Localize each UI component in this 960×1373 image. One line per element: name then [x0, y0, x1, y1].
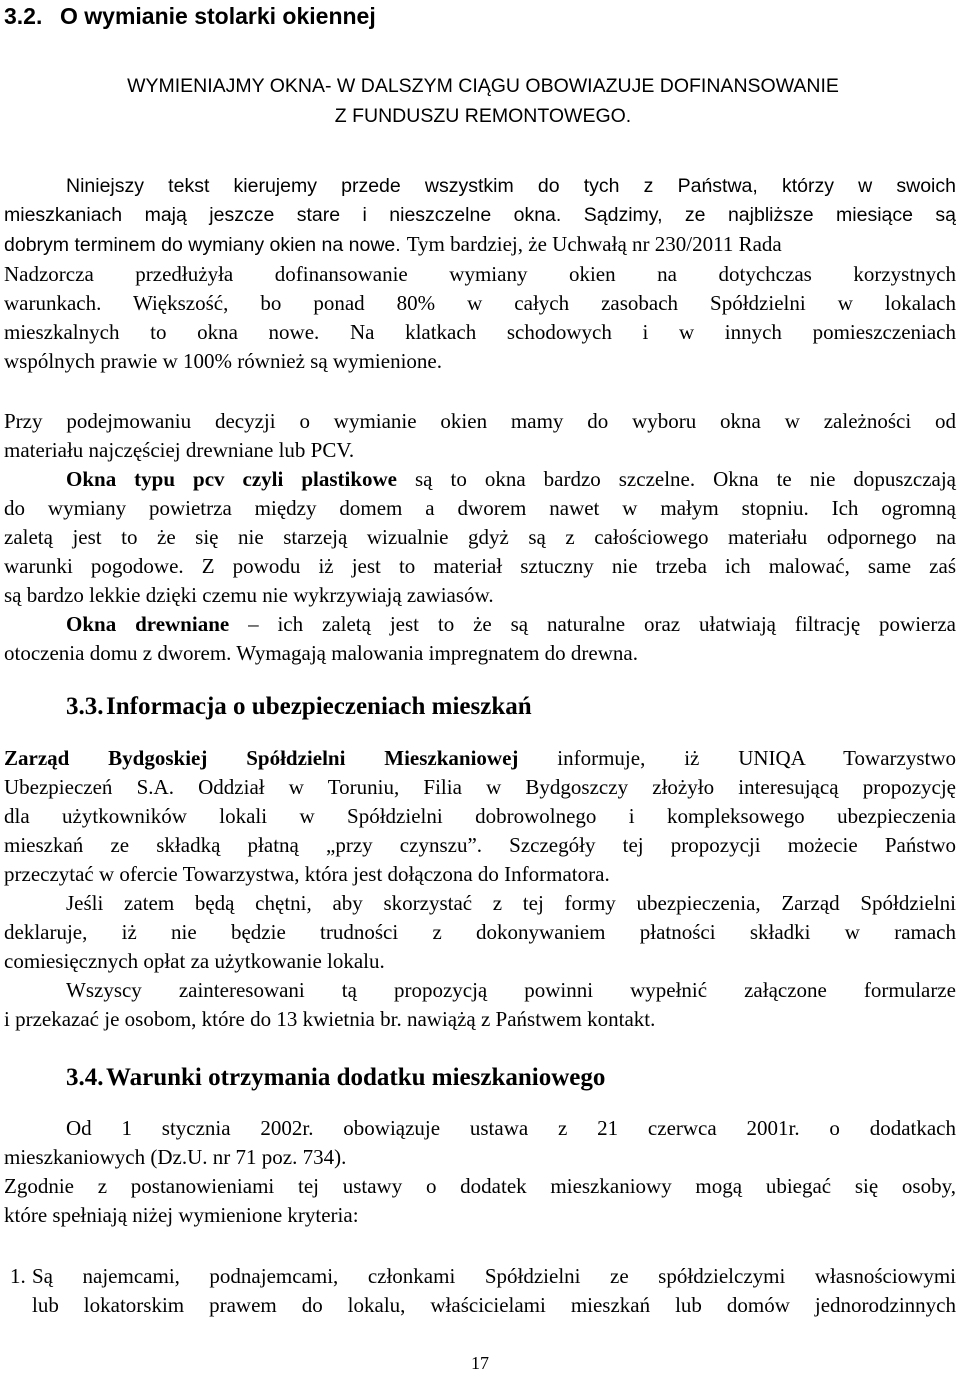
section-heading-3-2 — [4, 2, 376, 30]
paragraph — [4, 1114, 956, 1230]
section-number: 3.3. — [66, 693, 104, 720]
bold-phrase: Okna typu pcv czyli plastikowe — [66, 467, 398, 491]
text-line: Od 1 stycznia 2002r. obowiązuje ustawa z 21 czerwca 2001r. o dodatkach — [66, 1116, 956, 1140]
bold-phrase: Okna drewniane — [66, 612, 230, 636]
caps-line: WYMIENIAJMY OKNA- W DALSZYM CIĄGU OBOWIAZUJE DOFINANSOWANIE — [127, 75, 839, 97]
page-number: 17 — [471, 1353, 489, 1373]
text-line: zaletą jest to że się nie starzeją wizualnie gdyż są z całościowego materiału odpornego na — [4, 525, 956, 549]
section-number: 3.4. — [66, 1064, 104, 1091]
text-line: dla użytkowników lokali w Spółdzielni dobrowolnego i kompleksowego ubezpieczenia — [4, 804, 956, 828]
text-line: Ubezpieczeń S.A. Oddział w Toruniu, Filia w Bydgoszczy złożyło interesującą propozycję — [4, 775, 956, 799]
text-line: Niniejszy tekst kierujemy przede wszystkim do tych z Państwa, którzy w swoich — [66, 175, 956, 197]
paragraph — [4, 744, 956, 1034]
text-line: i przekazać je osobom, które do 13 kwietnia br. nawiążą z Państwem kontakt. — [4, 1007, 656, 1031]
section-heading-3-4 — [66, 1063, 605, 1093]
section-heading-3-3 — [66, 692, 532, 722]
text-line: Jeśli zatem będą chętni, aby skorzystać z tej formy ubezpieczenia, Zarząd Spółdzielni — [66, 891, 956, 915]
text-line: wspólnych prawie w 100% również są wymienione. — [4, 349, 442, 373]
section-title: Warunki otrzymania dodatku mieszkaniowego — [106, 1064, 606, 1091]
text-line: deklaruje, iż nie będzie trudności z dokonywaniem płatności składki w ramach — [4, 920, 956, 944]
text-line: warunki pogodowe. Z powodu iż jest to materiał sztuczny nie trzeba ich malować, same zaś — [4, 554, 956, 578]
text-line: Przy podejmowaniu decyzji o wymianie okien mamy do wyboru okna w zależności od — [4, 409, 956, 433]
text-line: warunkach. Większość, bo ponad 80% w całych zasobach Spółdzielni w lokalach — [4, 291, 956, 315]
list-item: 1. Są najemcami, podnajemcami, członkami Spółdzielni ze spółdzielczymi własnościowymi — [10, 1262, 956, 1291]
text-line: Okna typu pcv czyli plastikowe są to okna bardzo szczelne. Okna te nie dopuszczają — [66, 467, 956, 491]
text-line: mieszkań ze składką płatną „przy czynszu”. Szczegóły tej propozycji możecie Państwo — [4, 833, 956, 857]
caps-line: Z FUNDUSZU REMONTOWEGO. — [334, 105, 632, 127]
list-marker: 1. — [10, 1264, 26, 1288]
text-line: Nadzorcza przedłużyła dofinansowanie wymiany okien na dotychczas korzystnych — [4, 262, 956, 286]
text-line: mieszkalnych to okna nowe. Na klatkach schodowych i w innych pomieszczeniach — [4, 320, 956, 344]
section-number: 3.2. — [4, 3, 43, 29]
text-line: dobrym terminem do wymiany okien na nowe. — [4, 234, 401, 256]
criteria-list — [10, 1262, 956, 1320]
text-line: mieszkaniach mają jeszcze stare i nieszczelne okna. Sądzimy, ze najbliższe miesiące są — [4, 204, 956, 226]
text-line: Zgodnie z postanowieniami tej ustawy o dodatek mieszkaniowy mogą ubiegać się osoby, — [4, 1174, 956, 1198]
paragraph — [4, 465, 956, 668]
text-line: Wszyscy zainteresowani tą propozycją powinni wypełnić załączone formularze — [66, 978, 956, 1002]
text-line: Okna drewniane – ich zaletą jest to że są naturalne oraz ułatwiają filtrację powierza — [66, 612, 956, 636]
text-line: materiału najczęściej drewniane lub PCV. — [4, 438, 355, 462]
text-line: otoczenia domu z dworem. Wymagają malowania impregnatem do drewna. — [4, 641, 638, 665]
paragraph — [4, 407, 956, 465]
text-line: mieszkaniowych (Dz.U. nr 71 poz. 734). — [4, 1145, 347, 1169]
section-title: Informacja o ubezpieczeniach mieszkań — [106, 693, 532, 720]
paragraph — [4, 172, 956, 376]
text-line: są bardzo lekkie dzięki czemu nie wykrzywiają zawiasów. — [4, 583, 494, 607]
text-line: lub lokatorskim prawem do lokalu, właścicielami mieszkań lub domów jednorodzinnych — [32, 1293, 956, 1317]
text-line: Zarząd Bydgoskiej Spółdzielni Mieszkaniowej informuje, iż UNIQA Towarzystwo — [4, 746, 956, 770]
section-title: O wymianie stolarki okiennej — [60, 3, 376, 29]
text-line: przeczytać w ofercie Towarzystwa, która jest dołączona do Informatora. — [4, 862, 610, 886]
text-line: które spełniają niżej wymienione kryteria: — [4, 1203, 359, 1227]
text-line: do wymiany powietrza między domem a dworem nawet w małym stopniu. Ich ogromną — [4, 496, 956, 520]
text-line: comiesięcznych opłat za użytkowanie lokalu. — [4, 949, 385, 973]
bold-phrase: Zarząd Bydgoskiej Spółdzielni Mieszkaniowej — [4, 746, 519, 770]
text-line: Tym bardziej, że Uchwałą nr 230/2011 Rada — [406, 232, 782, 256]
